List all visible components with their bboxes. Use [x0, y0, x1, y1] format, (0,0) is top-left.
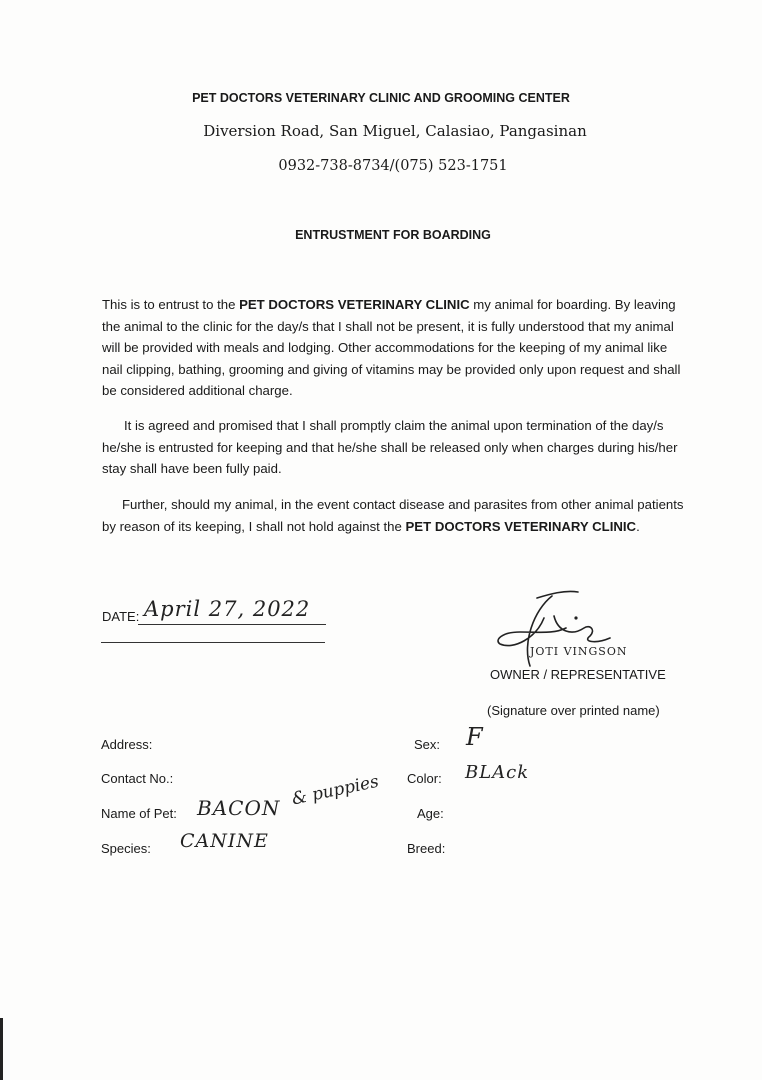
p1-text-b: my animal for boarding. By leaving the animal to the clinic for the day/s that I shall not be present, it is fully understood that my animal will be provided with meals and lodging. Other accommodations for the keeping of my animal like nail clipping, bathing, grooming and giving of vitamins may be provided only upon request and shall be considered additional charge. — [102, 297, 681, 398]
p3-text-a: Further, should my animal, in the event contact disease and parasites from other animal patients by reason of its keeping, I shall not hold against the — [102, 497, 684, 534]
paragraph-claim — [102, 415, 684, 480]
clinic-phone: 0932-738-8734/(075) 523-1751 — [278, 158, 508, 174]
species-value: CANINE — [180, 830, 269, 852]
scan-edge-mark — [0, 1018, 3, 1080]
sex-label: Sex: — [414, 737, 441, 752]
pet-name-label: Name of Pet: — [101, 806, 177, 821]
date-label: DATE: — [102, 609, 140, 624]
p3-clinic-name: PET DOCTORS VETERINARY CLINIC — [405, 518, 637, 534]
clinic-name: PET DOCTORS VETERINARY CLINIC AND GROOMING CENTER — [192, 91, 570, 105]
date-underline — [138, 624, 326, 625]
pet-name-value: BACON — [197, 796, 281, 820]
clinic-address: Diversion Road, San Miguel, Calasiao, Pangasinan — [203, 122, 587, 140]
paragraph-liability — [102, 494, 684, 537]
color-label: Color: — [407, 771, 442, 786]
signature-role: OWNER / REPRESENTATIVE — [490, 667, 666, 682]
species-label: Species: — [101, 841, 151, 856]
paragraph-entrust — [102, 294, 684, 402]
address-label: Address: — [101, 737, 153, 752]
signature-printed-name: JOTI VINGSON — [530, 645, 628, 658]
p2-text: It is agreed and promised that I shall promptly claim the animal upon termination of the day/s he/she is entrusted for keeping and that he/she shall be released only when charges during his/her stay shall have been fully paid. — [102, 418, 678, 476]
date-value: April 27, 2022 — [144, 597, 311, 621]
date-line — [101, 642, 325, 643]
breed-label: Breed: — [407, 841, 446, 856]
p1-clinic-name: PET DOCTORS VETERINARY CLINIC — [239, 297, 470, 312]
p1-text-a: This is to entrust to the — [102, 297, 240, 312]
signature-note: (Signature over printed name) — [487, 703, 660, 718]
p3-text-b: . — [636, 518, 640, 534]
sex-value: F — [466, 723, 483, 751]
pet-name-extra: & puppies — [290, 771, 381, 810]
contact-label: Contact No.: — [101, 771, 174, 786]
color-value: BLAck — [465, 762, 530, 783]
document-title: ENTRUSTMENT FOR BOARDING — [295, 228, 491, 242]
age-label: Age: — [417, 806, 444, 821]
